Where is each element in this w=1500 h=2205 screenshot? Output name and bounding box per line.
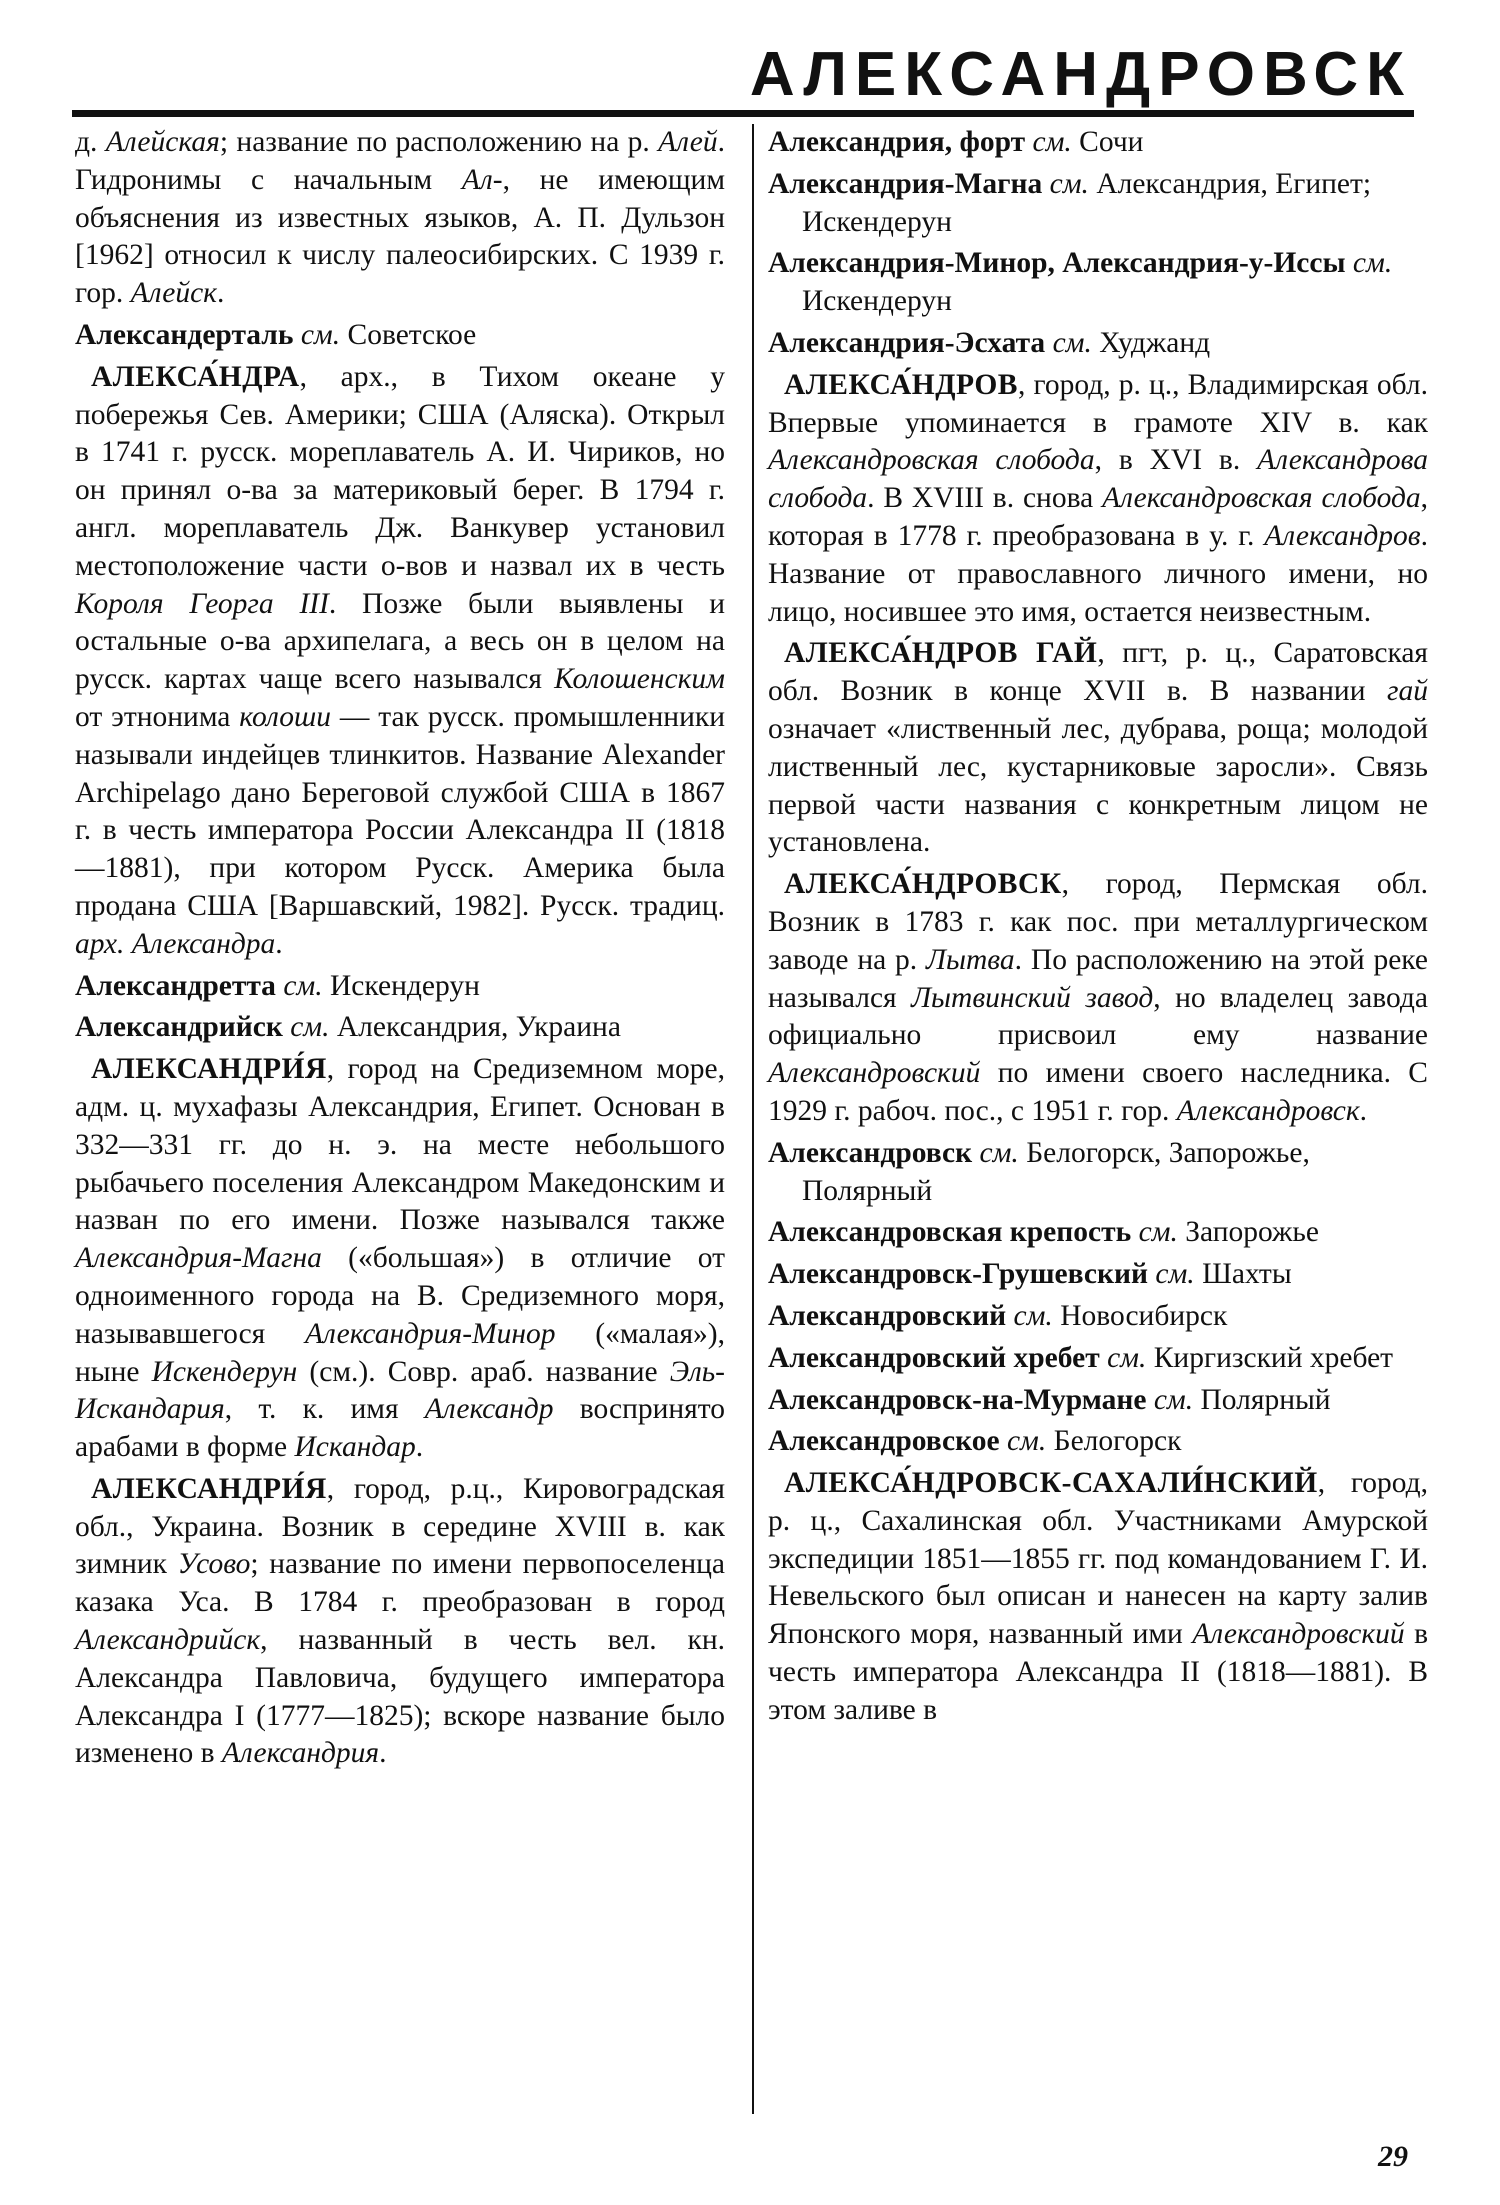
entry-text: от этнонима — [75, 700, 240, 733]
see-marker: см. — [1025, 126, 1072, 158]
entry-text: Александрия, Египет; Искендерун — [802, 167, 1372, 238]
entry-headword: АЛЕКСА́НДРОВ ГАЙ — [784, 637, 1098, 670]
entry-italic: Эль-Искандария — [75, 1355, 725, 1426]
entry-italic: Короля Георга III — [75, 587, 329, 620]
entry-text: , но владелец завода официально присвоил ему название — [768, 981, 1429, 1052]
entry-italic: арх. Александра — [75, 927, 276, 960]
entry-text: д. — [75, 126, 106, 158]
entry-text: Новосибирск — [1052, 1299, 1228, 1332]
entry-text: . — [379, 1737, 387, 1770]
entry-text: в честь императора Александра II (1818—1881). В этом заливе в — [768, 1618, 1428, 1726]
entry-text: Советское — [340, 318, 477, 351]
entry-text: ; название по расположению на р. — [219, 126, 659, 158]
see-marker: см. — [1099, 1341, 1147, 1374]
entry-text: Шахты — [1194, 1258, 1292, 1291]
cross-reference-entry — [768, 245, 1428, 321]
see-marker: см. — [1148, 1258, 1195, 1291]
entry-text: . В XVIII в. снова — [867, 482, 1103, 515]
entry-text: — так русск. промышленники называли индейцев тлинкитов. Название Alexander Archipelago дано Береговой службой США в 1867 г. в честь императора России Александра II (1818—1881), при котором Русск. Америка была продана США [Варшавский, 1982]. Русск. традиц. — [75, 700, 725, 922]
entry-italic: Колошенским — [554, 663, 725, 696]
cross-reference-entry — [768, 1382, 1428, 1420]
entry-text: Худжанд — [1091, 326, 1211, 359]
cross-reference-entry — [768, 1214, 1428, 1252]
see-marker: см. — [999, 1425, 1047, 1458]
see-marker: см. — [1146, 1383, 1194, 1416]
entry-italic: Александрия — [221, 1737, 380, 1770]
entry-text: , не имеющим объяснения из известных языков, А. П. Дульзон [1962] относил к числу палеосибирских. С 1939 г. гор. — [75, 163, 725, 310]
entry-headword: АЛЕКСА́НДРОВСК — [784, 868, 1062, 901]
entry-text: . Название от православного личного имени, но лицо, носившее это имя, остается неизвестным. — [768, 519, 1428, 628]
column-divider — [752, 124, 754, 2114]
entry-headword: Александровская крепость — [768, 1216, 1132, 1249]
entry-headword: Александрия-Магна — [768, 167, 1043, 200]
entry-text: (см.). Совр. араб. название — [297, 1355, 670, 1388]
entry-italic: Александров — [1264, 519, 1421, 552]
entry-text: . — [216, 277, 225, 310]
dictionary-entry — [768, 1465, 1428, 1730]
entry-text: , в XVI в. — [1094, 444, 1258, 477]
entry-italic: Лытвинский завод — [911, 981, 1154, 1014]
entry-italic: Искандар — [294, 1431, 416, 1464]
left-column — [75, 124, 725, 1777]
entry-headword: Александрия-Эсхата — [768, 326, 1046, 359]
see-marker: см. — [972, 1136, 1019, 1169]
entry-italic: колоши — [239, 700, 331, 733]
entry-headword: Александровский хребет — [768, 1341, 1100, 1374]
cross-reference-entry — [768, 1135, 1428, 1211]
entry-italic: Александрова слобода — [768, 444, 1428, 515]
entry-headword: Александровск-на-Мурмане — [768, 1383, 1147, 1416]
cross-reference-entry — [768, 1298, 1428, 1336]
entry-text: Киргизский хребет — [1146, 1341, 1394, 1374]
entry-text: , город, р. ц., Владимирская обл. Впервые упоминается в грамоте XIV в. как — [768, 368, 1428, 439]
entry-text: . Позже были выявлены и остальные о-ва архипелага, а весь он в целом на русск. картах чаще всего назывался — [75, 587, 725, 696]
cross-reference-entry — [768, 1256, 1428, 1294]
entry-headword: Александровск-Грушевский — [768, 1258, 1149, 1291]
entry-text: . — [1359, 1094, 1368, 1127]
entry-text: , пгт, р. ц., Саратовская обл. Возник в конце XVII в. В названии — [768, 637, 1428, 708]
entry-italic: Александрия-Магна — [75, 1242, 322, 1275]
entry-headword: Александрия, форт — [768, 126, 1026, 158]
dictionary-entry — [75, 359, 725, 964]
entry-italic: Искендерун — [151, 1355, 298, 1388]
cross-reference-entry — [75, 968, 725, 1006]
entry-headword: Александерталь — [75, 318, 294, 351]
entry-text: , названный в честь вел. кн. Александра Павловича, будущего императора Александра I (1777—1825); вскоре название было изменено в — [75, 1624, 725, 1770]
see-marker: см. — [275, 969, 323, 1002]
entry-text: , арх., в Тихом океане у побережья Сев. Америки; США (Аляска). Открыл в 1741 г. русск. мореплаватель А. И. Чириков, но он принял о-ва за материковый берег. В 1794 г. англ. мореплаватель Дж. Ванкувер установил местоположение части о-вов и назвал их в честь — [75, 360, 725, 582]
entry-text: Белогорск, Запорожье, Полярный — [802, 1136, 1310, 1207]
entry-headword: АЛЕКСАНДРИ́Я — [91, 1053, 327, 1086]
entry-text: Полярный — [1193, 1383, 1331, 1416]
entry-text: воспринято арабами в форме — [75, 1393, 726, 1464]
cross-reference-entry — [75, 1009, 725, 1047]
entry-text: . По расположению на этой реке назывался — [768, 943, 1428, 1014]
entry-text: Александрия, Украина — [329, 1011, 621, 1044]
see-marker: см. — [282, 1011, 330, 1044]
entry-italic: Алейск — [130, 277, 217, 310]
entry-headword: Александровское — [768, 1425, 1000, 1458]
entry-text: , город, р. ц., Сахалинская обл. Участниками Амурской экспедиции 1851—1855 гг. под командованием Г. И. Невельского был описан и нанесен на карту залив Японского моря, названный ими — [768, 1467, 1428, 1651]
cross-reference-entry — [75, 317, 725, 355]
entry-headword: Александрия-Минор, Александрия-у-Иссы — [768, 247, 1346, 280]
entry-headword: Александретта — [75, 969, 276, 1002]
entry-headword: АЛЕКСАНДРИ́Я — [91, 1472, 327, 1505]
right-column — [768, 124, 1428, 1734]
entry-italic: Александровская слобода — [1102, 482, 1421, 515]
entry-text: . — [275, 927, 283, 960]
entry-headword: АЛЕКСА́НДРА — [91, 360, 300, 393]
entry-text: Белогорск — [1046, 1425, 1182, 1458]
see-marker: см. — [1006, 1299, 1053, 1332]
entry-italic: Александровск — [1176, 1094, 1360, 1127]
entry-italic: гай — [1386, 675, 1428, 708]
dictionary-entry — [768, 367, 1428, 632]
cross-reference-entry — [768, 124, 1428, 162]
entry-text: , т. к. имя — [224, 1393, 425, 1426]
entry-italic: Лытва — [926, 943, 1015, 976]
page-number: 29 — [1378, 2140, 1408, 2173]
entry-headword: Александровск — [768, 1136, 973, 1169]
cross-reference-entry — [768, 325, 1428, 363]
entry-headword: Александрийск — [75, 1011, 283, 1044]
entry-text: . Гидронимы с начальным — [75, 126, 725, 196]
entry-italic: Алейская — [105, 126, 220, 158]
entry-text: , которая в 1778 г. преобразована в у. г. — [768, 482, 1428, 552]
see-marker: см. — [293, 318, 341, 351]
dictionary-entry — [768, 635, 1428, 862]
entry-text: означает «лиственный лес, дубрава, роща; молодой лиственный лес, кустарниковые заросли». Связь первой части названия с конкретным лицом не установлена. — [768, 712, 1428, 859]
entry-text: , город на Средиземном море, адм. ц. мухафазы Александрия, Египет. Основан в 332—331 гг. до н. э. на месте небольшого рыбачьего поселения Александром Македонским и назван по его имени. Позже назывался также — [75, 1053, 725, 1237]
page-header-title: АЛЕКСАНДРОВСК — [749, 40, 1412, 109]
entry-italic: Александровский — [768, 1057, 981, 1090]
entry-text: Искендерун — [322, 969, 480, 1002]
cross-reference-entry — [768, 166, 1428, 242]
continued-entry — [75, 124, 725, 313]
dictionary-entry — [768, 866, 1428, 1131]
entry-text: Сочи — [1071, 126, 1144, 158]
entry-italic: Александрийск — [75, 1624, 261, 1657]
entry-text: Запорожье — [1177, 1216, 1319, 1249]
entry-text: Искендерун — [802, 285, 952, 318]
cross-reference-entry — [768, 1340, 1428, 1378]
entry-text: . — [415, 1431, 424, 1464]
entry-italic: Александр — [424, 1393, 554, 1426]
entry-italic: Ал- — [461, 163, 503, 196]
see-marker: см. — [1345, 247, 1393, 280]
entry-italic: Александровский — [1192, 1618, 1405, 1651]
dictionary-entry — [75, 1471, 725, 1773]
entry-italic: Усово — [177, 1548, 251, 1581]
entry-text: по имени своего наследника. С 1929 г. рабоч. пос., с 1951 г. гор. — [768, 1057, 1428, 1127]
entry-italic: Александровская слобода — [768, 444, 1095, 477]
dictionary-entry — [75, 1051, 725, 1467]
entry-text: , город, Пермская обл. Возник в 1783 г. как пос. при металлургическом заводе на р. — [768, 868, 1428, 976]
entry-headword: Александровский — [768, 1299, 1007, 1332]
header-rule — [72, 110, 1414, 117]
see-marker: см. — [1045, 326, 1092, 359]
see-marker: см. — [1131, 1216, 1178, 1249]
entry-text: ; название по имени первопоселенца казака Уса. В 1784 г. преобразован в город — [75, 1548, 725, 1619]
entry-italic: Алей — [658, 126, 718, 158]
see-marker: см. — [1042, 167, 1089, 200]
entry-text: («малая»), ныне — [75, 1317, 725, 1388]
entry-text: («большая») в отличие от одноименного города на В. Средиземного моря, называвшегося — [75, 1242, 725, 1350]
entry-headword: АЛЕКСА́НДРОВ — [784, 368, 1018, 401]
entry-headword: АЛЕКСА́НДРОВСК-САХАЛИ́НСКИЙ — [784, 1467, 1318, 1500]
entry-text: , город, р.ц., Кировоградская обл., Украина. Возник в середине XVIII в. как зимник — [75, 1472, 725, 1581]
cross-reference-entry — [768, 1423, 1428, 1461]
entry-italic: Александрия-Минор — [304, 1317, 556, 1350]
